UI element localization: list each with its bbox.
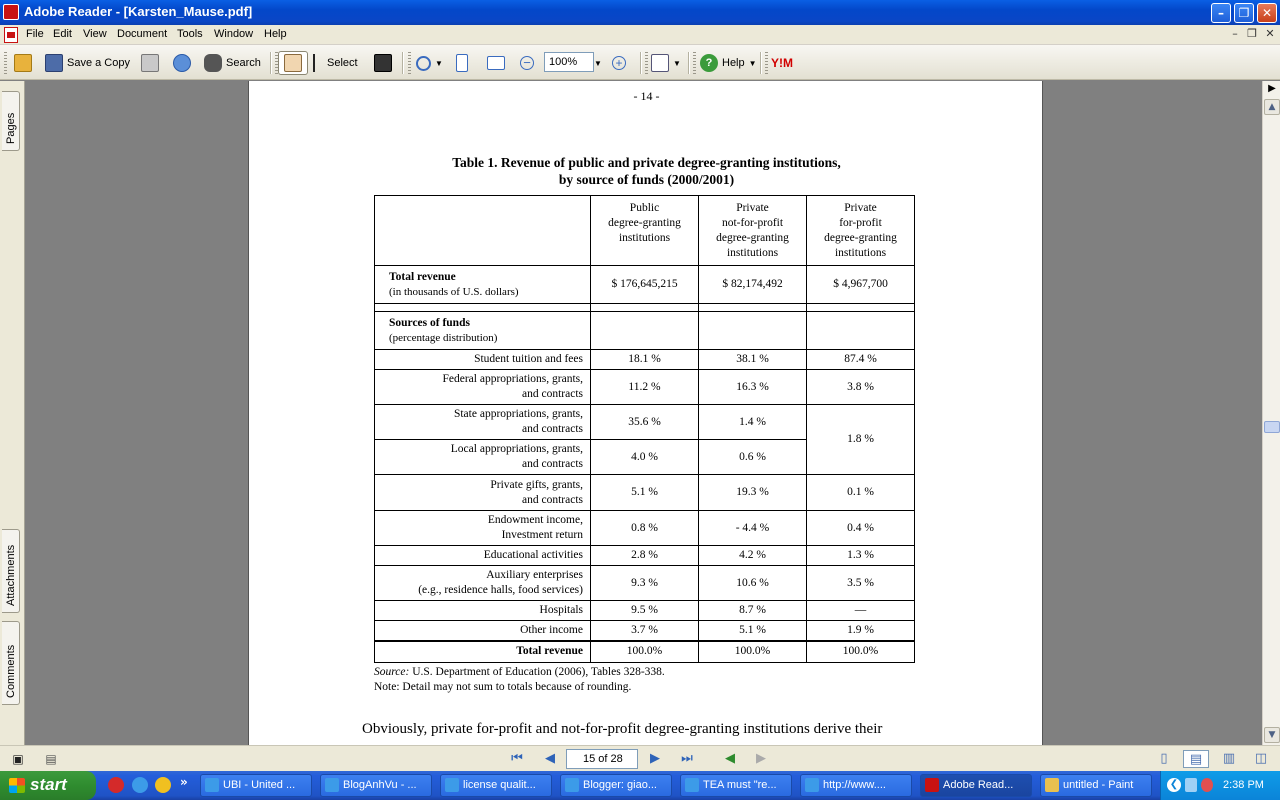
cell-value: 100.0%: [699, 641, 807, 663]
toolbar-separator: [402, 52, 404, 74]
menu-tools[interactable]: Tools: [177, 28, 203, 40]
toolbar-separator: [270, 52, 272, 74]
fit-width-icon: [487, 56, 505, 70]
header-private-nonprofit: [699, 196, 807, 266]
open-folder-icon: [14, 54, 32, 72]
document-close-button[interactable]: ✕: [1265, 27, 1275, 40]
row-label: [375, 266, 591, 304]
title-bar: [0, 0, 1280, 25]
body-paragraph: Obviously, private for-profit and not-for-profit degree-granting institutions derive their: [362, 721, 883, 737]
restore-button[interactable]: [1234, 3, 1254, 23]
system-tray: [1160, 771, 1280, 800]
row-label: [375, 440, 591, 475]
scroll-up-button[interactable]: ▲: [1264, 99, 1280, 115]
taskbar-item[interactable]: [560, 774, 672, 797]
row-label-bold: Total revenue: [516, 645, 583, 658]
page-number-input[interactable]: 15 of 28: [566, 749, 638, 769]
taskbar-item-label: untitled - Paint: [1063, 779, 1134, 791]
email-button[interactable]: [173, 51, 195, 75]
taskbar-item-active[interactable]: [920, 774, 1032, 797]
hand-tool-button[interactable]: [278, 51, 308, 75]
zoom-out-button[interactable]: [520, 51, 538, 75]
toolbar-separator: [688, 52, 690, 74]
cell-value: $ 4,967,700: [807, 266, 915, 304]
taskbar-item-label: TEA must "re...: [703, 779, 777, 791]
pdf-page: [248, 81, 1043, 745]
document-restore-button[interactable]: ❐: [1247, 27, 1257, 40]
help-label: Help: [722, 57, 745, 69]
row-label-line: Federal appropriations, grants,: [442, 373, 583, 385]
save-copy-button[interactable]: [45, 51, 130, 75]
table-total-row: [375, 641, 915, 663]
cell-value: 1.4 %: [699, 405, 807, 440]
cell-value: 1.9 %: [807, 621, 915, 641]
taskbar-item-label: UBI - United ...: [223, 779, 296, 791]
menu-view[interactable]: View: [83, 28, 107, 40]
quicklaunch-more-icon[interactable]: »: [180, 775, 188, 789]
table-spacer-row: [375, 304, 915, 312]
snapshot-tool-button[interactable]: [374, 51, 396, 75]
row-label: [375, 370, 591, 405]
window-title: Adobe Reader - [Karsten_Mause.pdf]: [24, 4, 253, 19]
table-corner-cell: [375, 196, 591, 266]
scroll-down-button[interactable]: ▼: [1264, 727, 1280, 743]
tab-comments[interactable]: [2, 621, 20, 705]
table-row: [375, 312, 915, 350]
header-private-forprofit: [807, 196, 915, 266]
continuous-view-icon[interactable]: ▤: [1183, 750, 1209, 768]
cell-value: 9.5 %: [591, 601, 699, 621]
select-tool-button[interactable]: [313, 51, 358, 75]
zoom-level-input[interactable]: 100%: [544, 52, 594, 72]
table-row: [375, 566, 915, 601]
search-label: Search: [226, 57, 261, 69]
continuous-facing-view-icon[interactable]: ◫: [1254, 751, 1268, 766]
internet-explorer-icon: [205, 778, 219, 792]
cell-value: 16.3 %: [699, 370, 807, 405]
taskbar-item-label: Blogger: giao...: [583, 779, 657, 791]
cell-value: 9.3 %: [591, 566, 699, 601]
binoculars-icon: [204, 54, 222, 72]
row-label-line: Auxiliary enterprises: [486, 569, 583, 581]
go-forward-button[interactable]: ▶: [756, 751, 766, 766]
header-text: Private: [844, 201, 877, 214]
yahoo-messenger-button[interactable]: Y!M: [771, 56, 793, 70]
cell-value: 0.4 %: [807, 511, 915, 546]
vertical-scrollbar[interactable]: [1262, 81, 1280, 745]
facing-view-icon[interactable]: ▥: [1222, 751, 1236, 766]
row-label-line: Local appropriations, grants,: [450, 443, 583, 455]
internet-explorer-icon: [325, 778, 339, 792]
header-text: degree-granting: [716, 231, 789, 244]
show-navigation-pane-icon[interactable]: ▣: [12, 752, 24, 766]
select-label: Select: [327, 57, 358, 69]
cell-value: 100.0%: [807, 641, 915, 663]
row-label: [375, 566, 591, 601]
tab-attachments-label: Attachments: [5, 544, 17, 606]
page-number-text: - 14 -: [633, 89, 660, 103]
cell-empty: [807, 312, 915, 350]
cell-value: - 4.4 %: [699, 511, 807, 546]
zoom-in-icon: +: [612, 56, 626, 70]
row-label: [375, 641, 591, 663]
cell-value: —: [807, 601, 915, 621]
email-globe-icon: [173, 54, 191, 72]
quicklaunch-app-icon[interactable]: [108, 777, 124, 793]
tab-pages[interactable]: [2, 91, 20, 151]
header-public: [591, 196, 699, 266]
row-label: Student tuition and fees: [375, 350, 591, 370]
cell-value: 38.1 %: [699, 350, 807, 370]
table-row: [375, 621, 915, 641]
tab-comments-label: Comments: [5, 644, 17, 698]
table-note: Note: Detail may not sum to totals because of rounding.: [374, 681, 632, 693]
toolbar-grip[interactable]: [645, 52, 648, 74]
taskbar-item[interactable]: [1040, 774, 1152, 797]
chevron-down-icon: ▼: [748, 58, 757, 68]
page-layout-icon: [651, 54, 669, 72]
row-label: Hospitals: [375, 601, 591, 621]
zoom-in-button[interactable]: [612, 51, 630, 75]
table-row: [375, 601, 915, 621]
cell-value: 4.2 %: [699, 546, 807, 566]
open-button[interactable]: [14, 51, 36, 75]
table-row: [375, 370, 915, 405]
table-row: [375, 266, 915, 304]
go-back-button[interactable]: ◀: [725, 751, 735, 766]
cell-value: 0.1 %: [807, 475, 915, 511]
cell-value: 2.8 %: [591, 546, 699, 566]
zoom-dropdown-button[interactable]: [594, 51, 602, 75]
navigation-pane: [0, 81, 25, 745]
fit-page-button[interactable]: [456, 51, 472, 75]
camera-icon: [374, 54, 392, 72]
adobe-reader-icon: [3, 4, 19, 20]
row-label-line: (e.g., residence halls, food services): [418, 584, 583, 596]
magnifier-icon: [416, 56, 431, 71]
taskbar-item[interactable]: [800, 774, 912, 797]
header-text: Public: [629, 201, 660, 214]
chevron-down-icon: ▼: [673, 58, 681, 68]
internet-explorer-icon: [685, 778, 699, 792]
internet-explorer-icon: [805, 778, 819, 792]
tab-attachments[interactable]: [2, 529, 20, 613]
row-label: Educational activities: [375, 546, 591, 566]
cell-value: 1.3 %: [807, 546, 915, 566]
toolbar-grip[interactable]: [765, 52, 768, 74]
first-page-button[interactable]: ⏮: [511, 751, 523, 766]
row-label-bold: Sources of funds: [389, 316, 470, 329]
single-page-view-icon[interactable]: ▯: [1160, 751, 1168, 766]
cell-value: $ 82,174,492: [699, 266, 807, 304]
options-icon[interactable]: ▤: [45, 752, 57, 766]
menu-bar: [0, 25, 1280, 45]
toolbar-grip[interactable]: [408, 52, 411, 74]
zoom-out-icon: −: [520, 56, 534, 70]
menu-document[interactable]: Document: [117, 28, 168, 40]
taskbar-item-label: BlogAnhVu - ...: [343, 779, 417, 791]
taskbar-item[interactable]: [200, 774, 312, 797]
text-cursor-icon: [313, 54, 323, 72]
cell-value: 5.1 %: [699, 621, 807, 641]
toolbar-separator: [640, 52, 642, 74]
row-sublabel: (percentage distribution): [389, 331, 498, 344]
menu-file[interactable]: File: [26, 28, 44, 40]
row-label-line: and contracts: [522, 493, 583, 506]
table-header-row: [375, 196, 915, 266]
minimize-button[interactable]: [1211, 3, 1231, 23]
cell-value: 5.1 %: [591, 475, 699, 511]
cell-value: 100.0%: [591, 641, 699, 663]
menu-help[interactable]: Help: [264, 28, 287, 40]
cell-value: 35.6 %: [591, 405, 699, 440]
network-icon[interactable]: [1185, 778, 1197, 792]
cell-value: 4.0 %: [591, 440, 699, 475]
table-row: [375, 350, 915, 370]
source-text: U.S. Department of Education (2006), Tables 328-338.: [409, 666, 665, 678]
cell-empty: [591, 312, 699, 350]
play-arrow-icon[interactable]: ▶: [1268, 83, 1276, 94]
cell-value: 3.7 %: [591, 621, 699, 641]
taskbar-item[interactable]: [320, 774, 432, 797]
cell-value: 0.8 %: [591, 511, 699, 546]
taskbar-item[interactable]: [680, 774, 792, 797]
status-bar: [0, 745, 1280, 771]
page-layout-button[interactable]: [651, 51, 681, 75]
cell-value: 18.1 %: [591, 350, 699, 370]
internet-explorer-icon: [565, 778, 579, 792]
save-copy-label: Save a Copy: [67, 57, 130, 69]
cell-value: 3.8 %: [807, 370, 915, 405]
table-row: [375, 405, 915, 440]
cell-value: 10.6 %: [699, 566, 807, 601]
taskbar-item-label: Adobe Read...: [943, 779, 1014, 791]
tray-collapse-icon[interactable]: ❮: [1167, 778, 1181, 792]
menu-edit[interactable]: Edit: [53, 28, 72, 40]
document-view[interactable]: [26, 81, 1262, 745]
toolbar: [0, 45, 1280, 80]
adobe-reader-icon: [925, 778, 939, 792]
source-label: Source:: [374, 666, 410, 678]
taskbar-item-label: http://www....: [823, 779, 886, 791]
cell-value: 3.5 %: [807, 566, 915, 601]
help-button[interactable]: [700, 51, 757, 75]
row-label: [375, 312, 591, 350]
row-label-bold: Total revenue: [389, 270, 456, 283]
previous-page-button[interactable]: ◀: [545, 751, 555, 766]
row-label-line: and contracts: [522, 388, 583, 400]
search-button[interactable]: [204, 51, 261, 75]
save-disk-icon: [45, 54, 63, 72]
document-minimize-button[interactable]: –: [1232, 27, 1238, 40]
caption-line-1: Table 1. Revenue of public and private degree-granting institutions,: [452, 155, 841, 170]
header-text: institutions: [834, 246, 887, 259]
row-label-line: and contracts: [522, 458, 583, 470]
taskbar-item[interactable]: [440, 774, 552, 797]
cell-value: 0.6 %: [699, 440, 807, 475]
pdf-document-icon[interactable]: [4, 27, 18, 43]
fit-width-button[interactable]: [487, 51, 509, 75]
header-text: institutions: [618, 231, 671, 244]
row-sublabel: (in thousands of U.S. dollars): [389, 285, 519, 298]
header-text: degree-granting: [824, 231, 897, 244]
tab-pages-label: Pages: [5, 112, 17, 144]
revenue-table: [374, 195, 915, 663]
cell-value: $ 176,645,215: [591, 266, 699, 304]
table-row: [375, 475, 915, 511]
header-text: degree-granting: [608, 216, 681, 229]
cell-value-merged: 1.8 %: [807, 405, 915, 475]
cell-value: 8.7 %: [699, 601, 807, 621]
toolbar-separator: [760, 52, 762, 74]
zoom-in-tool-button[interactable]: [416, 51, 443, 75]
taskbar: [0, 771, 1280, 800]
clock: 2:38 PM: [1223, 779, 1264, 791]
cell-value: 11.2 %: [591, 370, 699, 405]
printer-icon: [141, 54, 159, 72]
close-button[interactable]: [1257, 3, 1277, 23]
table-source: [374, 665, 665, 679]
row-label: [375, 405, 591, 440]
row-label-line: Investment return: [501, 529, 583, 541]
cell-value: 87.4 %: [807, 350, 915, 370]
header-text: institutions: [726, 246, 779, 259]
row-label-line: Private gifts, grants,: [490, 478, 583, 491]
scrollbar-thumb[interactable]: [1264, 421, 1280, 433]
chevron-down-icon: ▼: [594, 58, 602, 68]
fit-page-icon: [456, 54, 468, 72]
internet-explorer-icon: [445, 778, 459, 792]
table-caption: [249, 154, 1044, 188]
table-row: [375, 546, 915, 566]
cell-value: 19.3 %: [699, 475, 807, 511]
start-button[interactable]: start: [0, 771, 96, 800]
row-label: [375, 511, 591, 546]
row-label-line: Endowment income,: [487, 514, 583, 526]
tray-app-icon[interactable]: [1201, 778, 1213, 792]
row-label-line: State appropriations, grants,: [453, 408, 583, 420]
toolbar-grip[interactable]: [4, 52, 7, 74]
last-page-button[interactable]: ⏭: [681, 751, 693, 766]
menu-window[interactable]: Window: [214, 28, 254, 40]
header-text: for-profit: [839, 216, 882, 229]
print-button[interactable]: [141, 51, 163, 75]
row-label-line: and contracts: [522, 423, 583, 435]
caption-line-2: by source of funds (2000/2001): [558, 172, 735, 187]
quicklaunch-clock-icon[interactable]: [155, 777, 171, 793]
table-row: [375, 511, 915, 546]
help-icon: ?: [700, 54, 718, 72]
chevron-down-icon[interactable]: ▼: [435, 58, 443, 68]
row-label: [375, 475, 591, 511]
header-text: not-for-profit: [721, 216, 784, 229]
header-text: Private: [736, 201, 769, 214]
toolbar-grip[interactable]: [693, 52, 696, 74]
row-label: Other income: [375, 621, 591, 641]
hand-icon: [284, 54, 302, 72]
paint-icon: [1045, 778, 1059, 792]
cell-empty: [699, 312, 807, 350]
next-page-button[interactable]: ▶: [650, 751, 660, 766]
internet-explorer-icon[interactable]: [132, 777, 148, 793]
taskbar-item-label: license qualit...: [463, 779, 536, 791]
